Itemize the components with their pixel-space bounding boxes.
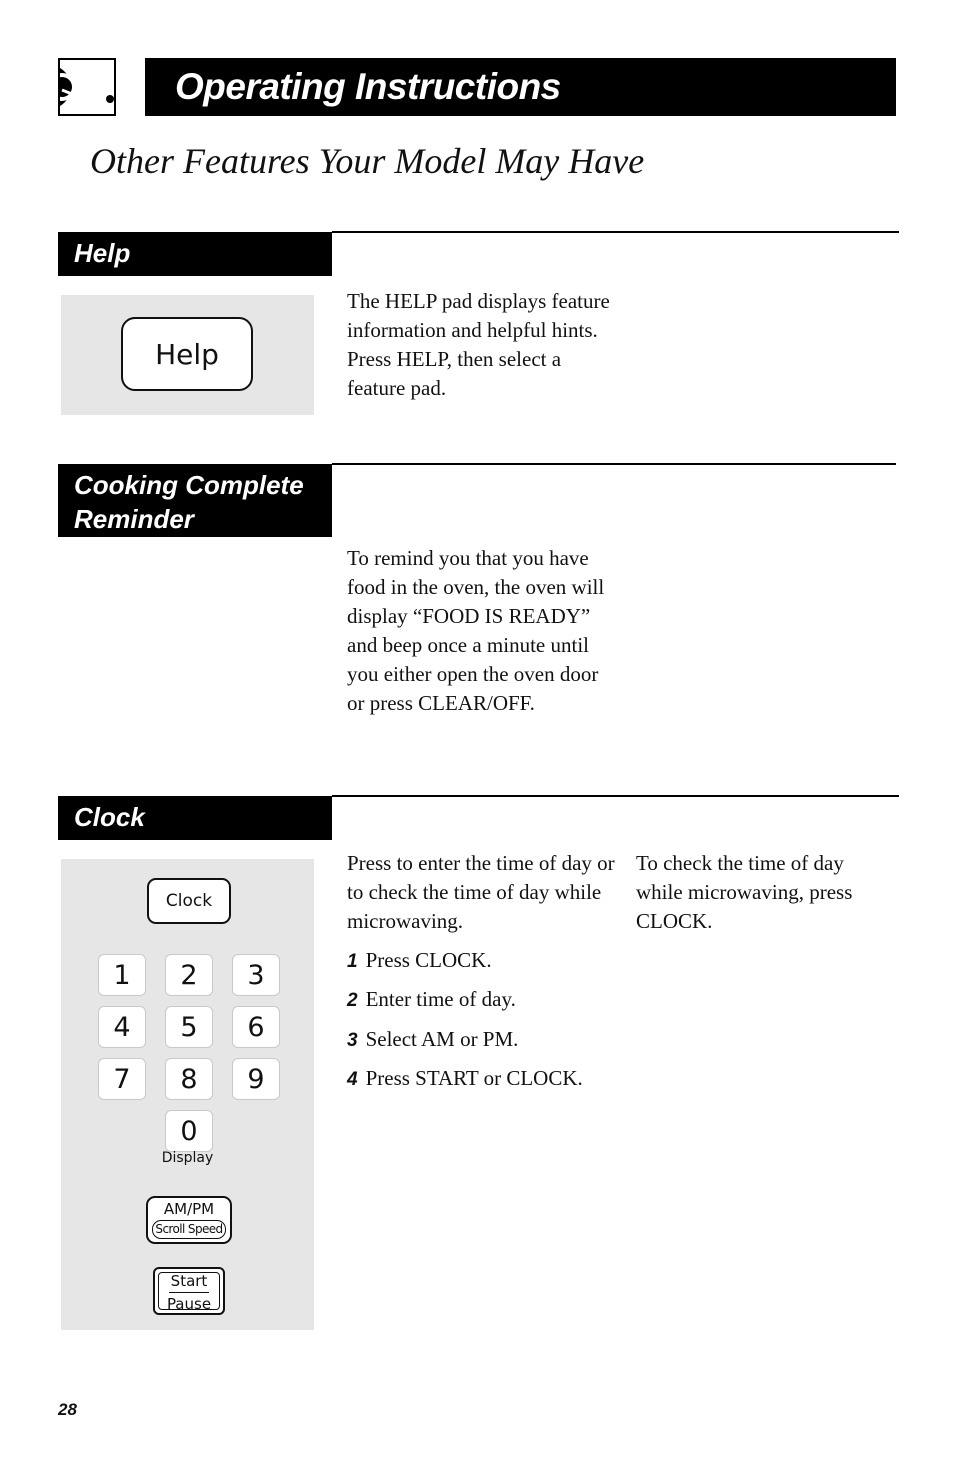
page-subtitle: Other Features Your Model May Have bbox=[90, 141, 645, 181]
reminder-description: To remind you that you have food in the oven, the oven will display “FOOD IS READY” and beep once a minute until you either open the oven door or press CLEAR/OFF. bbox=[347, 546, 605, 715]
page-number: 28 bbox=[58, 1400, 77, 1419]
number-key-0: 0 bbox=[165, 1110, 213, 1152]
clock-check-description: To check the time of day while microwaving, press CLOCK. bbox=[636, 851, 853, 933]
section-header-clock bbox=[58, 796, 332, 840]
section-header-help bbox=[58, 232, 332, 276]
number-key-9: 9 bbox=[232, 1058, 280, 1100]
number-key-3: 3 bbox=[232, 954, 280, 996]
section-label-line1: Cooking Complete bbox=[74, 470, 304, 500]
page-title: Operating Instructions bbox=[175, 66, 561, 107]
number-key-4: 4 bbox=[98, 1006, 146, 1048]
clock-button: Clock bbox=[147, 878, 231, 924]
clock-steps bbox=[347, 946, 617, 1095]
step-text: Select AM or PM. bbox=[365, 1026, 519, 1051]
number-key-2: 2 bbox=[165, 954, 213, 996]
section-label-line2: Reminder bbox=[74, 504, 194, 534]
number-key-7: 7 bbox=[98, 1058, 146, 1100]
step-number: 1 bbox=[347, 950, 358, 972]
button-divider bbox=[169, 1292, 209, 1293]
help-pad-illustration bbox=[61, 295, 314, 415]
list-item bbox=[347, 1025, 617, 1055]
start-label: Start bbox=[170, 1272, 208, 1290]
section-header-cooking-complete-reminder bbox=[58, 464, 332, 537]
list-item bbox=[347, 1064, 617, 1094]
number-key-8: 8 bbox=[165, 1058, 213, 1100]
step-text: Enter time of day. bbox=[365, 987, 516, 1011]
section-label: Help bbox=[74, 238, 131, 268]
clock-intro: Press to enter the time of day or to check the time of day while microwaving. bbox=[347, 851, 615, 933]
ampm-button bbox=[146, 1196, 232, 1244]
number-key-5: 5 bbox=[165, 1006, 213, 1048]
dial-icon bbox=[58, 58, 116, 116]
number-key-6: 6 bbox=[232, 1006, 280, 1048]
start-pause-button bbox=[153, 1267, 225, 1315]
step-text: Press CLOCK. bbox=[365, 947, 492, 972]
step-text: Press START or CLOCK. bbox=[365, 1066, 583, 1090]
section-divider bbox=[332, 231, 899, 233]
scroll-speed-label: Scroll Speed bbox=[152, 1220, 226, 1239]
section-label: Clock bbox=[74, 802, 145, 832]
list-item bbox=[347, 946, 617, 976]
display-label: Display bbox=[161, 1150, 214, 1166]
help-button: Help bbox=[121, 317, 253, 391]
pause-label: Pause bbox=[166, 1295, 212, 1313]
number-key-1: 1 bbox=[98, 954, 146, 996]
clock-instructions bbox=[347, 849, 617, 1104]
ampm-label: AM/PM bbox=[163, 1200, 215, 1218]
clock-keypad-illustration bbox=[61, 859, 314, 1330]
list-item bbox=[347, 985, 617, 1015]
step-number: 4 bbox=[347, 1069, 358, 1090]
step-number: 2 bbox=[347, 990, 358, 1011]
help-description: The HELP pad displays feature information and helpful hints. Press HELP, then select a feature pad. bbox=[347, 289, 610, 400]
section-divider bbox=[332, 463, 896, 465]
header-bar bbox=[145, 58, 896, 116]
section-divider bbox=[332, 795, 899, 797]
step-number: 3 bbox=[347, 1029, 358, 1051]
